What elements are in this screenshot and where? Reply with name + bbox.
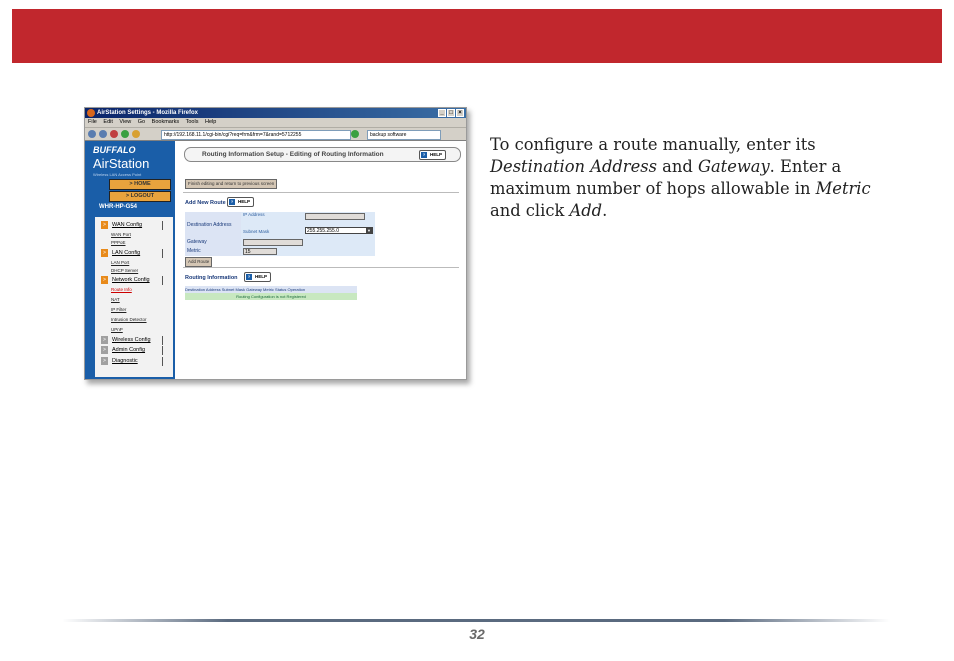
menu-lan-config[interactable] [101,249,163,258]
logout-button[interactable]: > LOGOUT [109,191,171,202]
help-button-header[interactable]: ? HELP [419,150,446,160]
term-add: Add [569,201,603,220]
minimize-icon[interactable]: _ [438,109,446,117]
menu-file[interactable]: File [88,119,97,125]
divider [183,267,459,268]
nav-toolbar [85,128,466,141]
term-destination-address: Destination Address [490,157,657,176]
config-menu [95,217,173,377]
menu-wan-config[interactable] [101,221,163,230]
menu-tools[interactable]: Tools [185,119,199,125]
menu-item-wan-port[interactable]: WAN Port [111,232,131,237]
chevron-right-icon: > [101,221,108,229]
text-and: and [662,157,693,176]
menu-wireless-config[interactable] [101,336,163,345]
menu-diagnostic[interactable] [101,357,163,366]
menu-item-nat[interactable]: NAT [111,297,120,302]
wan-config-label: WAN Config [112,222,143,228]
menu-item-upnp[interactable]: UPnP [111,327,123,332]
add-route-title: Add New Route [185,200,226,206]
menu-item-dhcp-server[interactable]: DHCP Server [111,268,139,273]
gateway-label: Gateway [185,238,241,247]
maximize-icon[interactable]: □ [447,109,455,117]
divider [183,192,459,193]
routing-table-empty-message: Routing Configuration is not Registered [185,293,357,300]
menu-go[interactable]: Go [137,119,146,125]
text-click: and click [490,201,565,220]
page-number: 32 [469,626,485,642]
stop-icon[interactable] [110,130,118,138]
admin-config-label: Admin Config [112,347,146,353]
chevron-right-icon: > [101,346,108,354]
chevron-right-icon: > [101,249,108,257]
brand-logo: BUFFALO [93,145,136,155]
metric-input[interactable]: 15 [243,248,277,255]
back-icon[interactable] [88,130,96,138]
footer-line [62,619,890,622]
home-icon[interactable] [132,130,140,138]
text-end: . [602,201,608,220]
network-config-label: Network Config [112,277,150,283]
menu-edit[interactable]: Edit [103,119,113,125]
routing-info-title: Routing Information [185,275,238,281]
search-input[interactable]: backup software [367,130,441,140]
model-name: WHR-HP-G54 [99,204,138,210]
ip-address-label: IP Address [243,212,265,217]
instruction-paragraph [490,134,890,222]
page-title: Routing Information Setup - Editing of Routing Information [184,147,461,162]
diagnostic-label: Diagnostic [112,358,138,364]
subnet-mask-select[interactable] [305,227,373,234]
text-intro: To configure a route manually, enter its [490,135,816,154]
dest-address-label: Destination Address [185,212,241,238]
ip-address-input[interactable] [305,213,365,220]
text-hops: . Enter a maximum number of hops allowable in [490,157,842,198]
metric-label: Metric [185,247,241,256]
home-button[interactable]: > HOME [109,179,171,190]
menu-bookmarks[interactable]: Bookmarks [151,119,180,125]
term-gateway: Gateway [697,157,770,176]
help-button-add-route[interactable]: ? HELP [227,197,254,207]
url-bar[interactable]: http://192.168.11.1/cgi-bin/cgi?req=frm&frm=7&rand=5712255 [161,130,351,140]
finish-editing-button[interactable]: Finish editing and return to previous screen [185,179,277,189]
menu-item-lan-port[interactable]: LAN Port [111,260,130,265]
lan-config-label: LAN Config [112,250,141,256]
firefox-icon [87,109,95,117]
forward-icon[interactable] [99,130,107,138]
add-route-button[interactable]: Add Route [185,257,212,267]
reload-icon[interactable] [121,130,129,138]
help-button-routing[interactable]: ? HELP [244,272,271,282]
header-banner [12,9,942,63]
menu-item-intrusion-detector[interactable]: Intrusion Detector [111,317,147,322]
logout-label: LOGOUT [130,193,155,199]
menu-admin-config[interactable] [101,346,163,355]
home-label: HOME [134,181,151,187]
window-title: AirStation Settings - Mozilla Firefox [97,110,199,116]
product-name: AirStation [93,156,150,171]
menu-view[interactable]: View [119,119,132,125]
menu-network-config[interactable] [101,276,163,285]
go-icon[interactable] [351,130,359,138]
routing-table-header: Destination Address Subnet Mask Gateway Metric Status Operation [185,286,357,293]
menu-item-ip-filter[interactable]: IP Filter [111,307,127,312]
menu-item-route-info[interactable]: Route Info [111,287,132,292]
menu-bar [85,118,466,128]
gateway-input[interactable] [243,239,303,246]
window-titlebar [85,108,466,118]
product-tagline: Wireless LAN Access Point [93,172,142,177]
menu-help[interactable]: Help [204,119,217,125]
browser-screenshot [84,107,467,380]
close-icon[interactable]: × [456,109,464,117]
wireless-config-label: Wireless Config [112,337,151,343]
chevron-right-icon: > [101,276,108,284]
term-metric: Metric [815,179,871,198]
chevron-right-icon: > [101,336,108,344]
chevron-right-icon: > [101,357,108,365]
subnet-mask-value: 255.255.255.0 [307,228,339,234]
chevron-down-icon: ▼ [367,228,371,233]
subnet-mask-label: Subnet Mask [243,229,270,234]
sidebar [85,141,175,379]
menu-item-pppoe[interactable]: PPPoE [111,240,126,245]
